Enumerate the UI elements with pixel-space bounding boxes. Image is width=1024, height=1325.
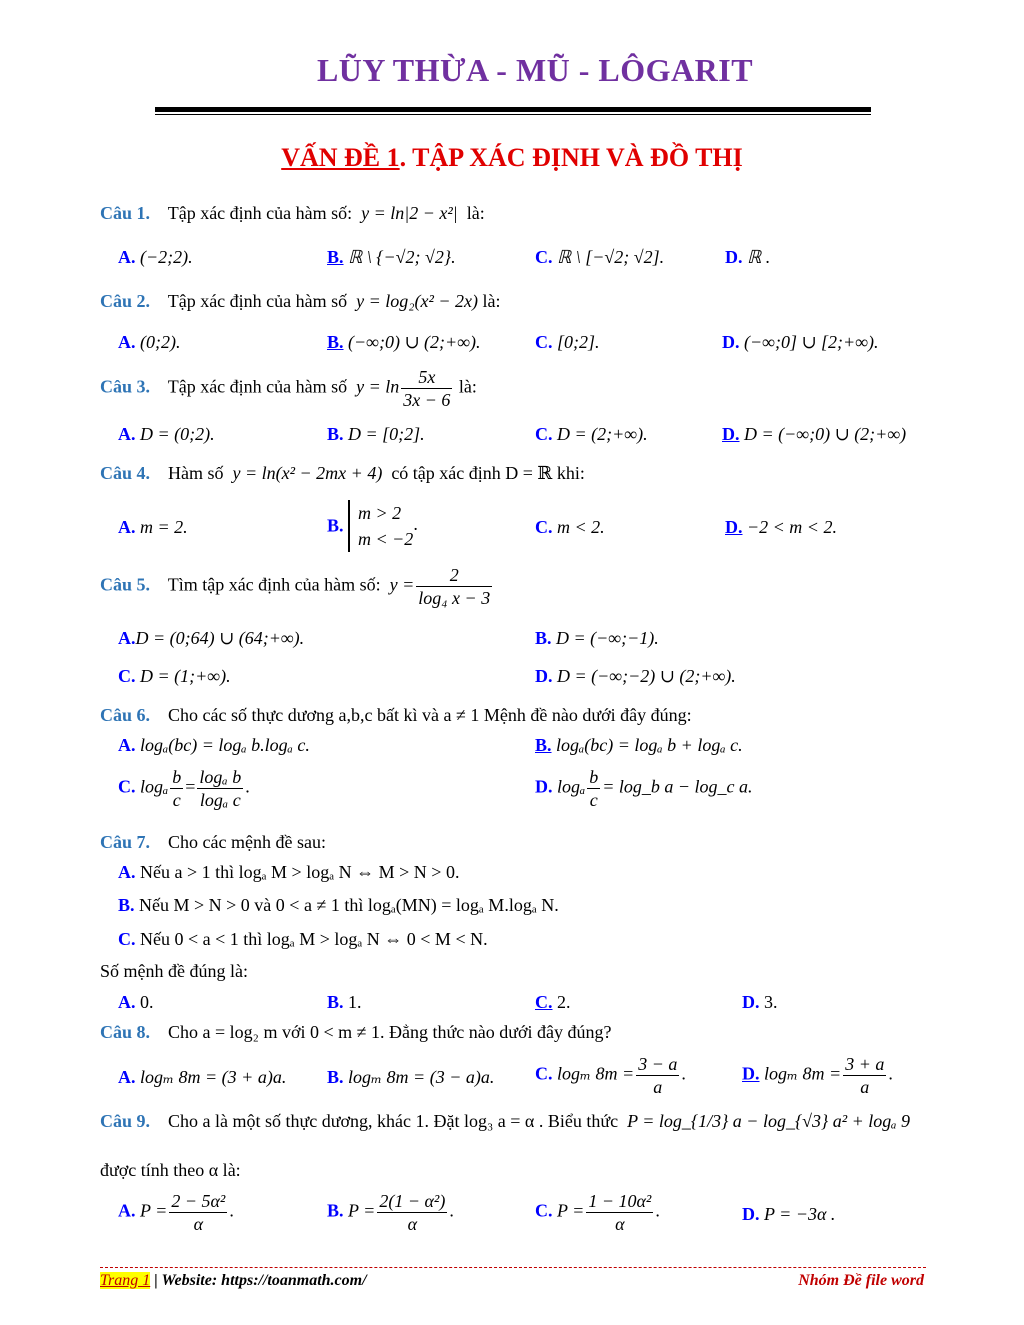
q6-option-d: D. logₐ $\frac{b}{c}$ = log_b a − log_c a. (535, 767, 753, 810)
q5-option-b: B. D = (−∞;−1). (535, 628, 659, 648)
q2-option-b: B. (−∞;0) ∪ (2;+∞). (327, 332, 481, 352)
question-7: Câu 7. Cho các mệnh đề sau: (100, 832, 326, 852)
q1-option-d: D. ℝ . (725, 247, 771, 267)
q5-fraction: $\frac{2}{\text{log₄ x − 3}}$ (418, 565, 491, 608)
q4-option-a: A. m = 2. (118, 517, 188, 537)
q1-option-a: A. (−2;2). (118, 247, 193, 267)
q3-option-c: C. D = (2;+∞). (535, 424, 648, 444)
q7-statement-b: B. Nếu M > N > 0 và 0 < a ≠ 1 thì logₐ(MN) = logₐ M.logₐ N. (118, 895, 559, 915)
section-heading: VẤN ĐỀ 1. TẬP XÁC ĐỊNH VÀ ĐỒ THỊ (281, 143, 743, 172)
question-9: Câu 9. Cho a là một số thực dương, khác 1. Đặt log₃ a = α . Biểu thức P = log_{1/3} a − log_{√3} a² + logₐ 9 (100, 1111, 911, 1131)
q7-statement-c: C. Nếu 0 < a < 1 thì logₐ M > logₐ N ⇔ 0 < M < N. (118, 929, 488, 949)
q7-prompt: Số mệnh đề đúng là: (100, 961, 248, 981)
page-title: LŨY THỪA - MŨ - LÔGARIT (316, 52, 754, 88)
q7-option-b: B. 1. (327, 992, 362, 1012)
q8-option-b: B. logₘ 8m = (3 − a)a. (327, 1067, 495, 1087)
question-5: Câu 5. Tìm tập xác định của hàm số: y = $\frac{2}{\text{log₄ x − 3}}$ (100, 565, 491, 608)
question-1: Câu 1. Tập xác định của hàm số: y = ln|2 − x²| là: (100, 203, 485, 223)
q3-option-a: A. D = (0;2). (118, 424, 215, 444)
q3-fraction: $\frac{5x}{3x - 6}$ (403, 367, 451, 410)
question-4: Câu 4. Hàm số y = ln(x² − 2mx + 4) có tập xác định D = ℝ khi: (100, 463, 585, 483)
q9-option-d: D. P = −3α . (742, 1204, 836, 1224)
q5-option-c: C. D = (1;+∞). (118, 666, 231, 686)
q6-option-b: B. logₐ(bc) = logₐ b + logₐ c. (535, 735, 743, 755)
title-rule-thick (155, 107, 871, 112)
q9-option-a: A. P = $\frac{\text{2 − 5α²}}{\alpha}$ . (118, 1191, 234, 1234)
q1-formula: y = ln|2 − x²| (361, 203, 458, 223)
question-2: Câu 2. Tập xác định của hàm số y = log₂(x² − 2x) là: (100, 291, 501, 311)
q3-option-d: D. D = (−∞;0) ∪ (2;+∞) (722, 424, 907, 444)
q7-option-a: A. 0. (118, 992, 154, 1012)
q5-option-d: D. D = (−∞;−2) ∪ (2;+∞). (535, 666, 736, 686)
q9-option-c: C. P = $\frac{\text{1 − 10α²}}{\alpha}$ . (535, 1191, 660, 1234)
q2-option-c: C. [0;2]. (535, 332, 600, 352)
q7-statement-a: A. Nếu a > 1 thì logₐ M > logₐ N ⇔ M > N > 0. (118, 862, 460, 882)
q7-option-d: D. 3. (742, 992, 778, 1012)
question-6: Câu 6. Cho các số thực dương a,b,c bất kì và a ≠ 1 Mệnh đề nào dưới đây đúng: (100, 705, 692, 725)
q3-option-b: B. D = [0;2]. (327, 424, 425, 444)
q4-option-b: B. m > 2 m < −2 . (327, 500, 418, 552)
q4-option-d: D. −2 < m < 2. (725, 517, 837, 537)
q9-continuation: được tính theo α là: (100, 1160, 241, 1180)
page-number: Trang 1 (100, 1272, 151, 1289)
q2-option-a: A. (0;2). (118, 332, 181, 352)
footer-left (100, 1272, 367, 1290)
q5-option-a: A.D = (0;64) ∪ (64;+∞). (118, 628, 305, 648)
question-8: Câu 8. Cho a = log₂ m với 0 < m ≠ 1. Đẳng thức nào dưới đây đúng? (100, 1022, 612, 1042)
q2-option-d: D. (−∞;0] ∪ [2;+∞). (722, 332, 879, 352)
q6-option-c: C. logₐ $\frac{b}{c}$ = $\frac{\text{logₐ b}}{\text{logₐ c}}$ . (118, 767, 250, 810)
footer-divider (100, 1267, 926, 1268)
q7-option-c: C. 2. (535, 992, 571, 1012)
website-link[interactable]: | Website: https://toanmath.com/ (150, 1272, 367, 1289)
question-3: Câu 3. Tập xác định của hàm số y = ln $\frac{5x}{3x - 6}$ là: (100, 367, 477, 410)
q8-option-a: A. logₘ 8m = (3 + a)a. (118, 1067, 287, 1087)
q9-option-b: B. P = $\frac{\text{2(1 − α²)}}{\alpha}$ . (327, 1191, 454, 1234)
q1-option-c: C. ℝ \ [−√2; √2]. (535, 247, 665, 267)
q8-option-c: C. logₘ 8m = $\frac{3 - a}{a}$ . (535, 1054, 686, 1097)
q1-option-b: B. ℝ \ {−√2; √2}. (327, 247, 456, 267)
title-rule-thin (155, 114, 871, 115)
q4-option-c: C. m < 2. (535, 517, 605, 537)
footer-group: Nhóm Đề file word (798, 1272, 924, 1289)
q8-option-d: D. logₘ 8m = $\frac{3 + a}{a}$ . (742, 1054, 893, 1097)
q6-option-a: A. logₐ(bc) = logₐ b.logₐ c. (118, 735, 310, 755)
